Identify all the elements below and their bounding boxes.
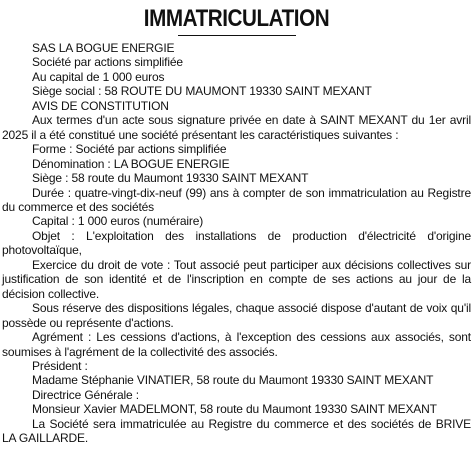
paragraph-capital: Capital : 1 000 euros (numéraire) xyxy=(32,214,204,229)
notice-title: IMMATRICULATION xyxy=(143,5,330,32)
paragraph-duration: Durée : quatre-vingt-dix-neuf (99) ans à compter de son immatriculation au Registre du commerce et des sociétés xyxy=(2,185,471,214)
company-form: Société par actions simplifiée xyxy=(32,55,183,70)
title-underline xyxy=(178,35,296,36)
paragraph-votes: Sous réserve des dispositions légales, chaque associé dispose d'autant de voix qu'il possède ou représente d'actions. xyxy=(2,301,471,330)
notice-subheading: AVIS DE CONSTITUTION xyxy=(32,98,169,113)
company-capital: Au capital de 1 000 euros xyxy=(32,69,165,84)
paragraph-director-heading: Directrice Générale : xyxy=(32,387,139,402)
company-name: SAS LA BOGUE ENERGIE xyxy=(32,41,175,55)
paragraph-voting-rights: Exercice du droit de vote : Tout associé peut participer aux décisions collectives sur justification de son identité et de l'inscription en compte de ses actions au jour de la décision collective. xyxy=(2,257,471,301)
paragraph-president-heading: Président : xyxy=(32,358,88,373)
paragraph-president: Madame Stéphanie VINATIER, 58 route du Maumont 19330 SAINT MEXANT xyxy=(32,373,434,388)
paragraph-deed: Aux termes d'un acte sous signature privée en date à SAINT MEXANT du 1er avril 2025 il a été constitué une société présentant les caractéristiques suivantes : xyxy=(2,113,471,142)
company-head-office: Siège social : 58 ROUTE DU MAUMONT 19330 SAINT MEXANT xyxy=(32,84,372,99)
notice-body xyxy=(0,41,473,446)
paragraph-approval: Agrément : Les cessions d'actions, à l'exception des cessions aux associés, sont soumises à l'agrément de la collectivité des associés. xyxy=(2,330,471,359)
paragraph-seat: Siège : 58 route du Maumont 19330 SAINT MEXANT xyxy=(32,171,309,186)
paragraph-director: Monsieur Xavier MADELMONT, 58 route du Maumont 19330 SAINT MEXANT xyxy=(32,402,437,417)
paragraph-registration: La Société sera immatriculée au Registre du commerce et des sociétés de BRIVE LA GAILLARDE. xyxy=(2,416,471,446)
paragraph-denomination: Dénomination : LA BOGUE ENERGIE xyxy=(32,156,230,171)
paragraph-form: Forme : Société par actions simplifiée xyxy=(32,142,227,157)
paragraph-object: Objet : L'exploitation des installations de production d'électricité d'origine photovoltaïque, xyxy=(2,228,471,258)
